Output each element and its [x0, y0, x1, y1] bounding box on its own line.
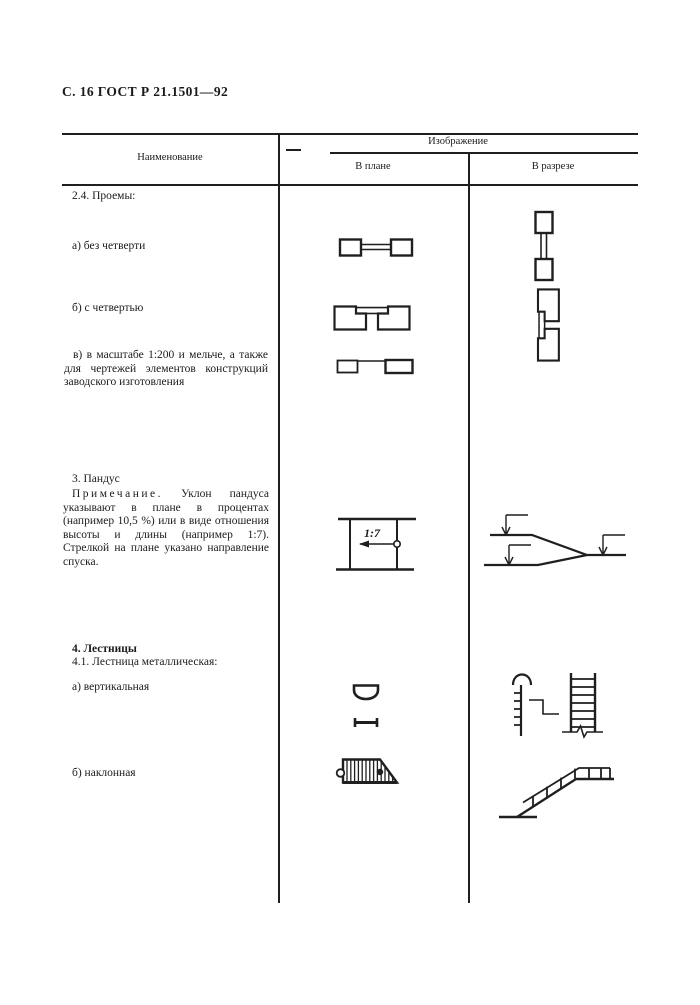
level-mark-upper: [502, 515, 528, 535]
ramp-direction-arrow: [359, 541, 369, 548]
col-header-image: Изображение: [428, 136, 488, 147]
column-divider-plan-section: [468, 152, 470, 903]
entry-stairs-metal: 4.1. Лестница металлическая:: [72, 656, 218, 668]
level-mark-right: [599, 535, 625, 555]
column-divider-name: [278, 133, 280, 903]
page-title: С. 16 ГОСТ Р 21.1501—92: [62, 84, 229, 99]
entry-stairs-title: 4. Лестницы: [72, 643, 137, 655]
entry-opening-small-scale: в) в масштабе 1:200 и мельче, а также для чертежей элементов конструкций заводского изготовления: [64, 349, 268, 388]
image-header-underline: [330, 152, 638, 154]
entry-opening-no-quarter: а) без четверти: [72, 240, 146, 252]
opening-with-quarter-plan-symbol: [333, 302, 411, 332]
ramp-section-symbol: [476, 506, 628, 578]
entry-ramp-title: 3. Пандус: [72, 473, 120, 485]
opening-no-quarter-plan-symbol: [338, 234, 414, 262]
col-header-plan: В плане: [355, 161, 391, 172]
opening-with-quarter-section-symbol: [533, 288, 561, 362]
ramp-note-label: Примечание.: [72, 488, 163, 500]
opening-small-scale-plan-symbol: [336, 355, 414, 377]
col-header-section: В разрезе: [531, 161, 575, 172]
vertical-ladder-section-symbol: [505, 670, 601, 750]
header-separator: [62, 184, 638, 186]
entry-stairs-inclined: б) наклонная: [72, 767, 136, 779]
table-top-border: [62, 133, 638, 135]
inclined-ladder-plan-symbol: [335, 752, 405, 792]
vertical-ladder-plan-symbol: [350, 681, 382, 733]
opening-no-quarter-section-symbol: [530, 210, 558, 282]
entry-openings-title: 2.4. Проемы:: [72, 190, 136, 202]
ramp-plan-symbol: [335, 513, 419, 575]
inclined-ladder-section-symbol: [497, 764, 615, 822]
ramp-note-text: Уклон пандуса указывают в плане в процентах (например 10,5 %) или в виде отношения высоты и длины (например 1:7). Стрелкой на плане указано направление спуска.: [63, 488, 269, 568]
parapet-step-line: [529, 700, 559, 714]
ramp-slope-label: 1:7: [364, 526, 380, 540]
entry-opening-with-quarter: б) с четвертью: [72, 302, 144, 314]
ladder-safety-hoop: [513, 675, 531, 686]
ramp-note: [63, 488, 269, 569]
level-mark-lower: [505, 545, 531, 565]
entry-stairs-vertical: а) вертикальная: [72, 681, 150, 693]
col-header-name: Наименование: [137, 152, 203, 163]
header-dash: [286, 149, 301, 151]
